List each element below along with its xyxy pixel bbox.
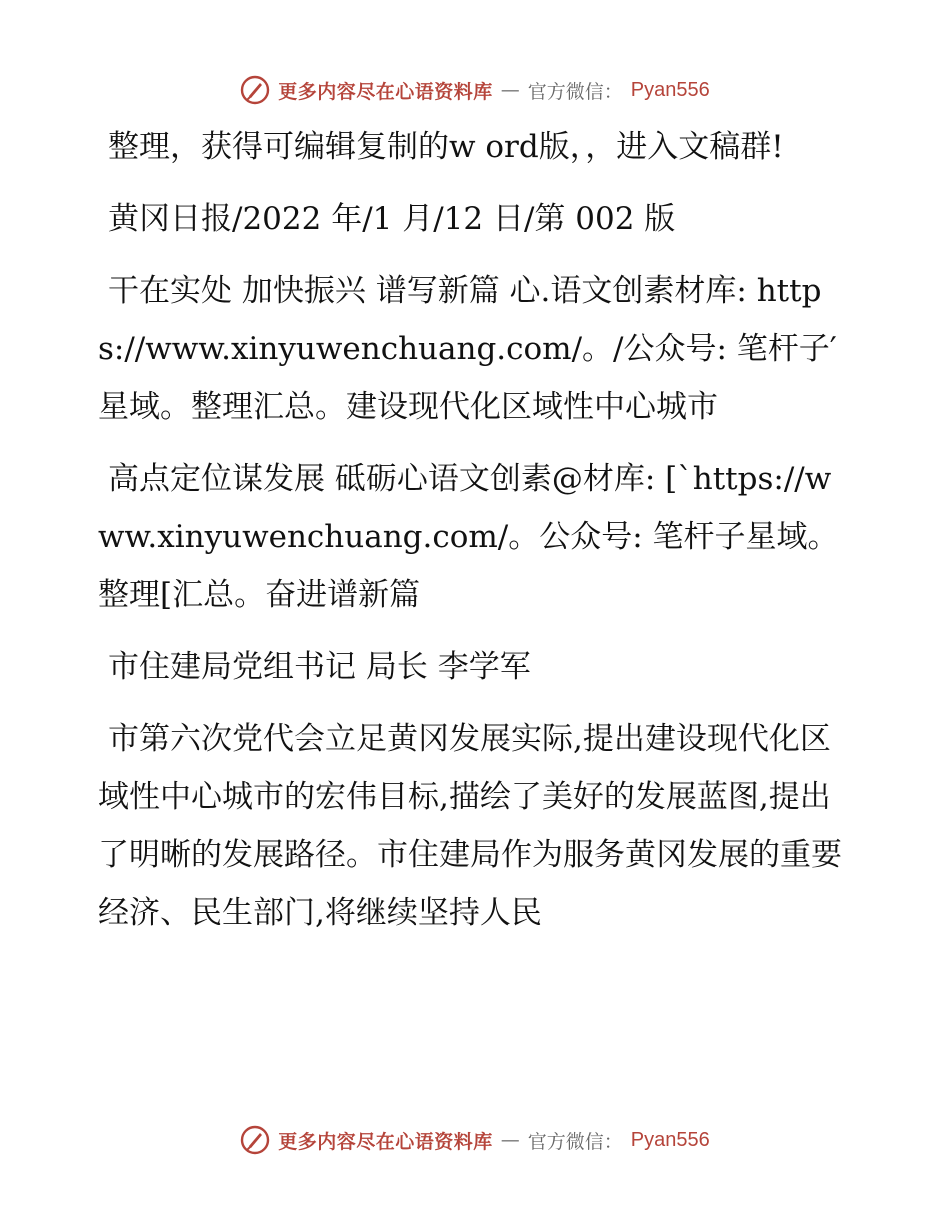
header-banner [0,70,950,110]
banner-wechat-label: 官方微信： [527,1130,623,1153]
paragraph-subheadline: 高点定位谋发展 砥砺心语文创素@材库: [`https://www.xinyuwenchuang.com/。公众号: 笔杆子星域。整理[汇总。奋进谱新篇 [98,461,839,613]
banner-wechat-label: 官方微信： [527,80,623,103]
paragraph-intro: 整理，获得可编辑复制的w ord版，，进入文稿群! [108,129,784,165]
paragraph-headline: 干在实处 加快振兴 谱写新篇 心.语文创素材库: https://www.xinyuwenchuang.com/。/公众号: 笔杆子′星域。整理汇总。建设现代化区域性中心城市 [98,273,837,425]
banner-slogan: 更多内容尽在心语资料库 [278,1130,493,1153]
banner-separator: — [500,1129,520,1151]
banner-separator: — [500,79,520,101]
paragraph-body: 市第六次党代会立足黄冈发展实际,提出建设现代化区域性中心城市的宏伟目标,描绘了美好的发展蓝图,提出了明晰的发展路径。市住建局作为服务黄冈发展的重要经济、民生部门,将继续坚持人民 [98,721,842,931]
quill-logo-icon [240,1125,270,1155]
quill-logo-icon [240,75,270,105]
banner-slogan: 更多内容尽在心语资料库 [278,80,493,103]
footer-banner [0,1120,950,1160]
paragraph-author: 市住建局党组书记 局长 李学军 [108,649,531,685]
paragraph-source: 黄冈日报/2022 年/1 月/12 日/第 002 版 [108,201,676,237]
banner-wechat-id: Pyan556 [630,1128,710,1151]
document-body [98,118,848,956]
banner-wechat-id: Pyan556 [630,78,710,101]
